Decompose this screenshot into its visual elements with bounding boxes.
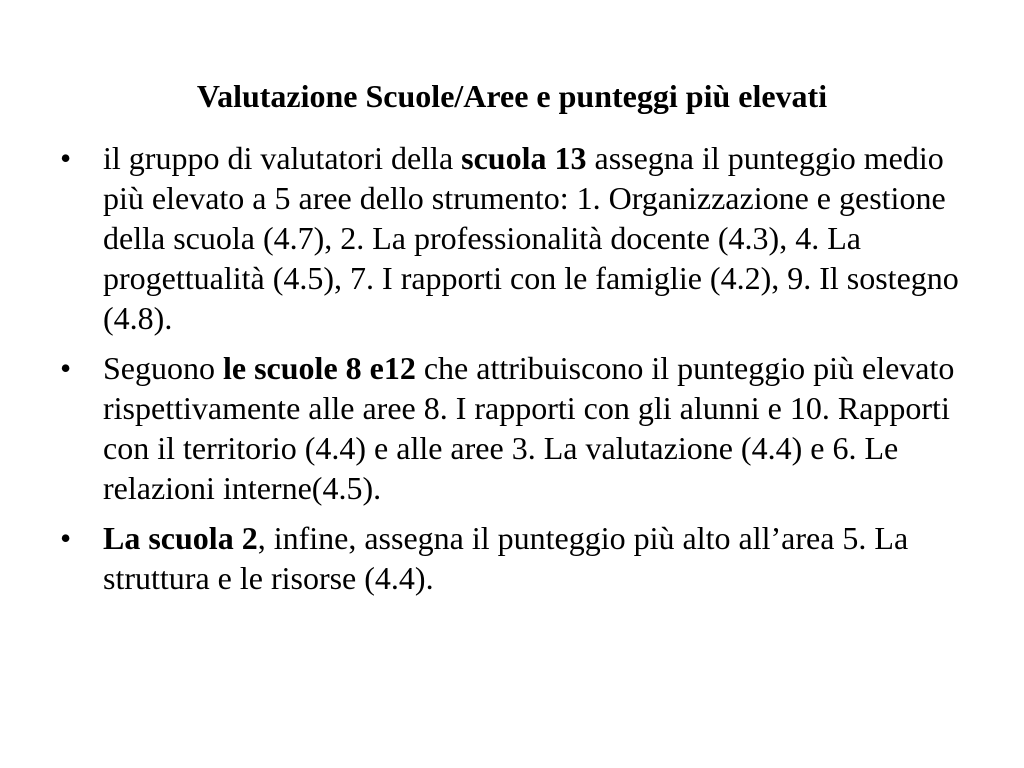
bullet-list [60, 138, 980, 608]
bullet-dot: • [60, 140, 72, 176]
bullet-text-bold: scuola 13 [461, 140, 587, 176]
bullet-text-pre: il gruppo di valutatori della [103, 140, 462, 176]
bullet-dot: • [60, 520, 72, 556]
bullet-item-scuola-2 [60, 518, 980, 598]
bullet-text-pre: Seguono [103, 350, 223, 386]
slide-title: Valutazione Scuole/Aree e punteggi più elevati [196, 78, 828, 114]
bullet-text-bold: La scuola 2 [103, 520, 258, 556]
bullet-text-post: che attribuiscono il punteggio più elevato rispettivamente alle aree 8. I rapporti con gli alunni e 10. Rapporti con il territorio (4.4) e alle aree 3. La valutazione (4.4) e 6. Le relazioni interne(4.5). [103, 350, 955, 506]
bullet-text-bold: le scuole 8 e12 [223, 350, 416, 386]
bullet-text-post: , infine, assegna il punteggio più alto all’area 5. La struttura e le risorse (4.4). [103, 520, 909, 596]
bullet-item-scuole-8-12 [60, 348, 980, 508]
bullet-dot: • [60, 350, 72, 386]
bullet-text-post: assegna il punteggio medio più elevato a 5 aree dello strumento: 1. Organizzazione e gestione della scuola (4.7), 2. La professionalità docente (4.3), 4. La progettualità (4.5), 7. I rapporti con le famiglie (4.2), 9. Il sostegno (4.8). [103, 140, 959, 336]
bullet-item-scuola-13 [60, 138, 980, 338]
